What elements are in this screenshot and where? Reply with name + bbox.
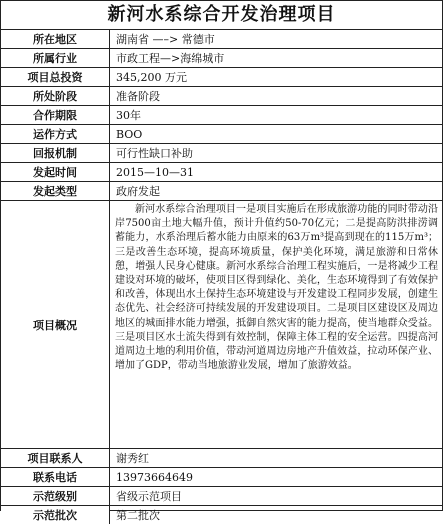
document-title: 新河水系综合开发治理项目: [1, 1, 442, 30]
overview-text: 新河水系综合治理项目一是项目实施后在形成旅游功能的同时带动沿岸7500亩土地大幅升值，预计升值约50-70亿元；二是提高防洪排涝调蓄能力，水系治理后蓄水能力由原来的63万m³提高到现在的115万m³；三是改善生态环境，提高环境质量，保护美化环境，满足旅游和日常休憩，增强人民身心健康。新河水系综合治理工程实施后，一是将减少工程建设对环境的破坏，使项目区得到绿化、美化，生态环境得到了有效保护和改善，体现出水土保持生态环境建设与开发建设工程同步发展，创建生态优先、社会经济可持续发展的开发建设项目。二是项目区建设区及周边地区的城面排水能力增强，抵御自然灾害的能力提高，使当地群众受益。三是项目区水土流失得到有效控制，保障主体工程的安全运营。四提高河道周边土地的利用价值，带动河道周边房地产升值效益，拉动环保产业、增加了GDP，带动当地旅游业发展，增加了旅游效益。: [110, 201, 443, 449]
stage-label: 所处阶段: [1, 87, 110, 106]
return-mechanism-value: 可行性缺口补助: [110, 144, 443, 163]
table-row: [1, 449, 442, 468]
table-row: [1, 182, 442, 201]
stage-value: 准备阶段: [110, 87, 443, 106]
contact-phone-label: 联系电话: [1, 468, 110, 487]
contact-person-value: 谢秀红: [110, 449, 443, 468]
overview-label: 项目概况: [1, 201, 110, 449]
term-value: 30年: [110, 106, 443, 125]
table-row: [1, 487, 442, 506]
region-value: 湖南省 —–> 常德市: [110, 30, 443, 49]
industry-value: 市政工程—>海绵城市: [110, 49, 443, 68]
total-investment-label: 项目总投资: [1, 68, 110, 87]
table-row: [1, 106, 442, 125]
table-row: [1, 506, 442, 524]
launch-type-value: 政府发起: [110, 182, 443, 201]
launch-date-value: 2015—10—31: [110, 163, 443, 182]
table-row: [1, 201, 442, 449]
launch-date-label: 发起时间: [1, 163, 110, 182]
table-row: [1, 49, 442, 68]
project-info-table: [1, 30, 442, 524]
return-mechanism-label: 回报机制: [1, 144, 110, 163]
table-row: [1, 68, 442, 87]
demo-level-label: 示范级别: [1, 487, 110, 506]
demo-batch-label: 示范批次: [1, 506, 110, 524]
demo-level-value: 省级示范项目: [110, 487, 443, 506]
table-row: [1, 30, 442, 49]
table-row: [1, 163, 442, 182]
table-row: [1, 87, 442, 106]
operation-mode-label: 运作方式: [1, 125, 110, 144]
table-row: [1, 144, 442, 163]
demo-batch-value: 第二批次: [110, 506, 443, 524]
region-label: 所在地区: [1, 30, 110, 49]
contact-person-label: 项目联系人: [1, 449, 110, 468]
contact-phone-value: 13973664649: [110, 468, 443, 487]
table-row: [1, 468, 442, 487]
table-row: [1, 125, 442, 144]
launch-type-label: 发起类型: [1, 182, 110, 201]
operation-mode-value: BOO: [110, 125, 443, 144]
total-investment-value: 345,200 万元: [110, 68, 443, 87]
term-label: 合作期限: [1, 106, 110, 125]
industry-label: 所属行业: [1, 49, 110, 68]
